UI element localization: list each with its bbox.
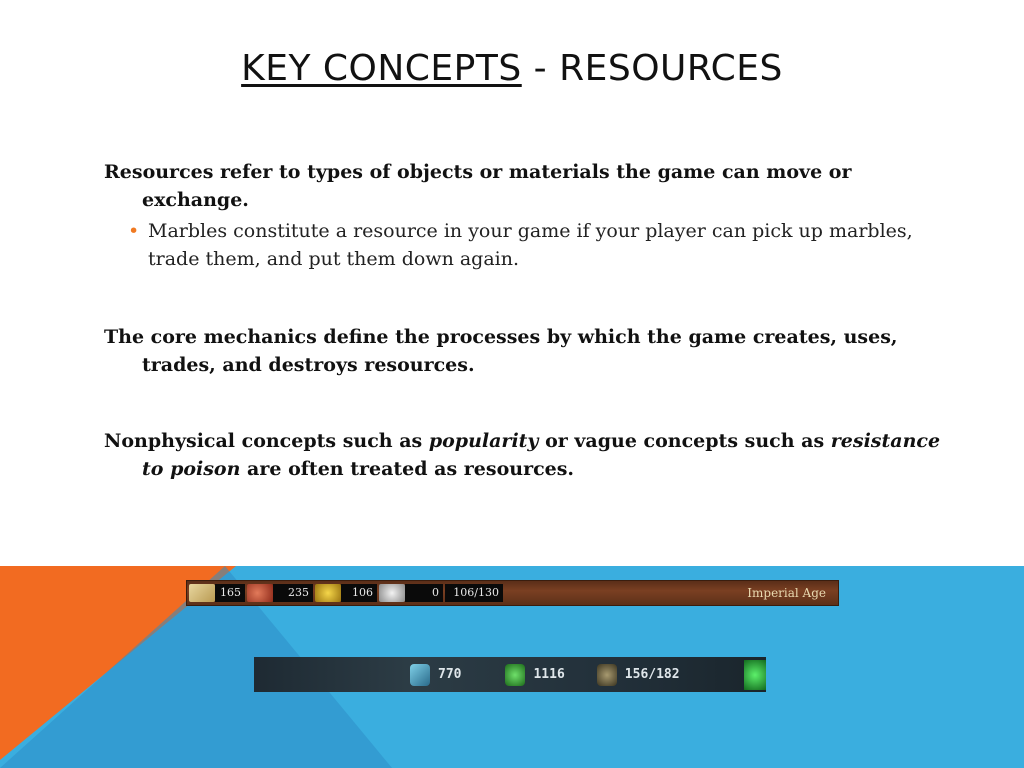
paragraph-resources: Resources refer to types of objects or materials the game can move or exchange. [104, 161, 852, 211]
starcraft-resource-bar [254, 657, 766, 692]
resource-value: 235 [273, 584, 313, 602]
resource-value: 106 [341, 584, 377, 602]
resource-population [445, 583, 503, 603]
resource-gas [505, 664, 564, 686]
green-orb-icon [744, 660, 766, 690]
bullet-dot-icon: • [128, 220, 140, 242]
food-icon [247, 584, 273, 602]
slide-title [0, 48, 1024, 89]
sub-bullet-marbles [128, 217, 928, 273]
supply-icon [597, 664, 617, 686]
resource-value: 165 [215, 584, 245, 602]
resource-gold [315, 583, 377, 603]
resource-supply [597, 664, 680, 686]
resource-value: 0 [405, 584, 443, 602]
resource-value: 1116 [533, 667, 565, 682]
resource-value: 156/182 [624, 667, 680, 682]
resource-value: 770 [438, 667, 462, 682]
stone-icon [379, 584, 405, 602]
resource-food [247, 583, 313, 603]
p3-text-c: are often treated as resources. [240, 458, 575, 480]
p3-text-a: Nonphysical concepts such as [104, 430, 429, 452]
title-underlined: KEY CONCEPTS [241, 48, 522, 89]
resource-value: 106/130 [445, 584, 503, 602]
p3-italic-popularity: popularity [428, 430, 539, 452]
resource-stone [379, 583, 443, 603]
p3-italic-resistance: resistance to poison [142, 430, 941, 480]
sub-bullet-text: Marbles constitute a resource in your game if your player can pick up marbles, trade them, and put them down again. [148, 220, 913, 270]
paragraph-core-mechanics: The core mechanics define the processes by which the game creates, uses, trades, and destroys resources. [104, 326, 898, 376]
wood-icon [189, 584, 215, 602]
age-label: Imperial Age [747, 586, 826, 600]
resource-crystal [410, 664, 461, 686]
slide-body [104, 158, 944, 483]
gas-icon [505, 664, 525, 686]
p3-text-b: or vague concepts such as [538, 430, 831, 452]
aoe-resource-bar [186, 580, 839, 606]
paragraph-nonphysical [104, 427, 944, 483]
title-rest: - RESOURCES [521, 48, 783, 89]
resource-wood [189, 583, 245, 603]
gold-icon [315, 584, 341, 602]
crystal-icon [410, 664, 430, 686]
